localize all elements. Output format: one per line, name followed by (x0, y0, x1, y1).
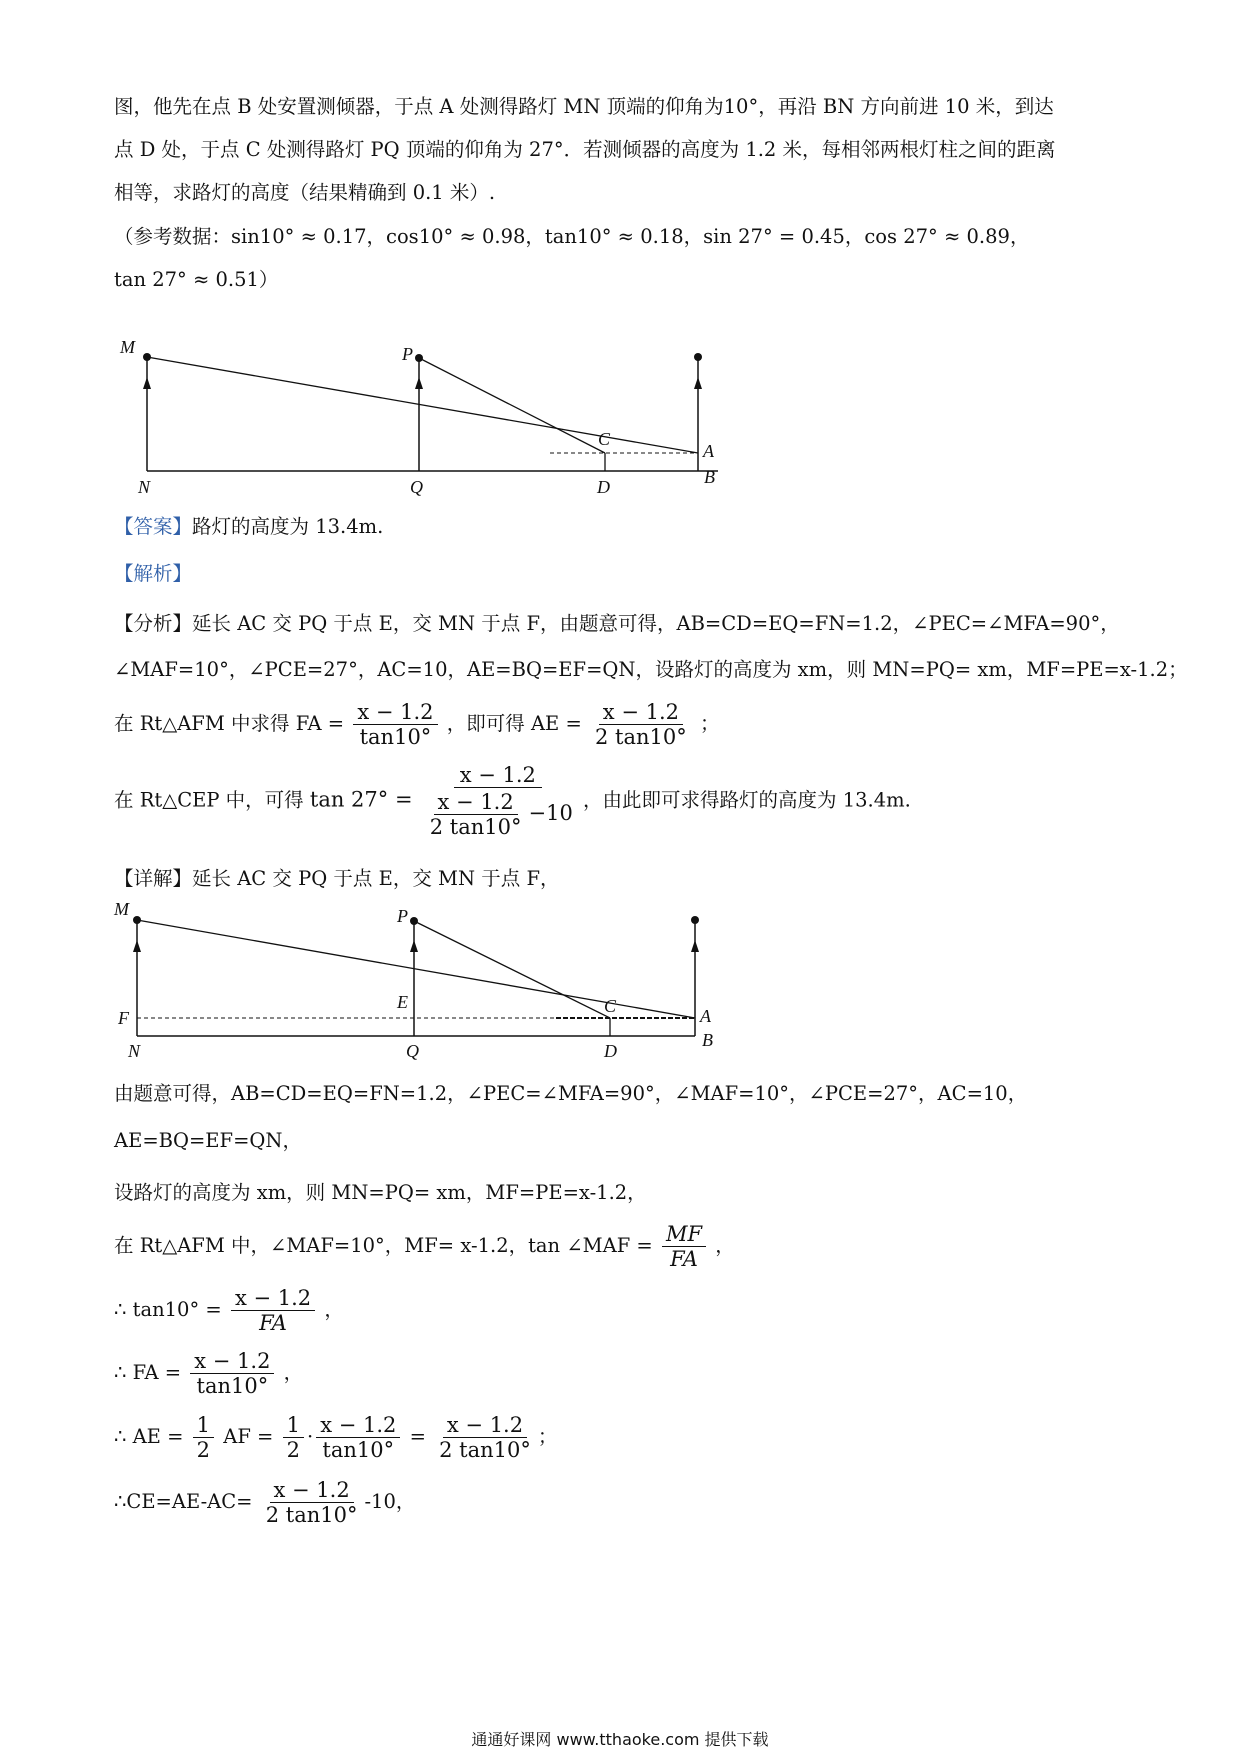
s7-pre: ∴ AE = (114, 1425, 184, 1449)
frac-den: 2 (286, 1438, 300, 1463)
label-b: B (702, 1030, 713, 1050)
s6-pre: ∴ FA = (114, 1361, 182, 1385)
label-d: D (604, 1041, 617, 1061)
analysis-header (114, 559, 192, 589)
label-e: E (397, 992, 408, 1012)
detail-text: 延长 AC 交 PQ 于点 E，交 MN 于点 F， (192, 867, 560, 890)
arrow-mn (143, 377, 151, 389)
solution-line-7 (114, 1413, 557, 1462)
lamp-right (691, 916, 699, 924)
analysis-line-2: ∠MAF=10°，∠PCE=27°，AC=10，AE=BQ=EF=QN，设路灯的高度为 xm，则 MN=PQ= xm，MF=PE=x-1.2； (114, 658, 1188, 681)
frac-num: 1 (193, 1413, 214, 1438)
arrow-pq (410, 940, 418, 952)
arrow-pq (415, 377, 423, 389)
answer-text: 路灯的高度为 13.4m. (192, 515, 384, 538)
arrow-right (694, 377, 702, 389)
sight-line-cp (414, 921, 610, 1018)
s7-end: ； (537, 1425, 558, 1449)
s6-end: ， (283, 1361, 304, 1385)
answer-line (114, 512, 383, 542)
label-q: Q (410, 477, 423, 497)
label-c: C (598, 429, 611, 449)
problem-line-1: 图，他先在点 B 处安置测倾器，于点 A 处测得路灯 MN 顶端的仰角为10°，再沿 BN 方向前进 10 米，到达 (114, 95, 1054, 118)
label-n: N (138, 477, 151, 497)
frac-den: tan10° (196, 1374, 269, 1399)
label-p: P (397, 906, 408, 926)
s4-pre: 在 Rt△AFM 中，∠MAF=10°，MF= x-1.2，tan ∠MAF = (114, 1234, 653, 1258)
label-f: F (118, 1008, 129, 1028)
label-q: Q (406, 1041, 419, 1061)
frac-num: x − 1.2 (270, 1478, 354, 1503)
label-a: A (700, 1006, 711, 1026)
frac-den: tan10° (322, 1438, 395, 1463)
frac-num: 1 (283, 1413, 304, 1438)
frac-den: FA (670, 1247, 698, 1272)
fraction-x-tan10 (316, 1413, 400, 1462)
problem-line-3: 相等，求路灯的高度（结果精确到 0.1 米）. (114, 181, 496, 204)
frac-den: tan10° (359, 725, 432, 750)
analysis-line-3 (114, 700, 719, 749)
analysis-line-1 (114, 609, 1120, 639)
s8-end: -10， (364, 1490, 416, 1514)
frac-den-compound (423, 788, 573, 839)
analysis-text-1: 延长 AC 交 PQ 于点 E，交 MN 于点 F，由题意可得，AB=CD=EQ=FN=1.2，∠PEC=∠MFA=90°， (192, 612, 1120, 635)
frac-den: 2 tan10° (265, 1503, 358, 1528)
label-m: M (120, 337, 135, 357)
label-a: A (703, 441, 714, 461)
fraction-ae (591, 700, 691, 749)
frac-num: x − 1.2 (190, 1349, 274, 1374)
frac-num: MF (662, 1222, 706, 1247)
inner-fraction (426, 790, 526, 839)
analysis-line4-pre: 在 Rt△CEP 中，可得 (114, 788, 304, 812)
analysis-line3-end: ； (699, 712, 720, 736)
fraction-tan27 (423, 763, 573, 839)
frac-den: 2 tan10° (595, 725, 687, 750)
reference-data-line-1: （参考数据：sin10° ≈ 0.17，cos10° ≈ 0.98，tan10° ≈ 0.18，sin 27° = 0.45，cos 27° ≈ 0.89， (114, 225, 1030, 248)
fraction-tan10 (231, 1286, 315, 1335)
label-d: D (597, 477, 610, 497)
analysis-line4-end: ，由此即可求得路灯的高度为 13.4m. (583, 788, 911, 812)
frac-num: x − 1.2 (231, 1286, 315, 1311)
analysis-line-4 (114, 763, 911, 839)
solution-line-3: 设路灯的高度为 xm，则 MN=PQ= xm，MF=PE=x-1.2， (114, 1181, 647, 1204)
frac-den: FA (259, 1311, 287, 1336)
analysis-subtag: 【分析】 (114, 612, 193, 635)
label-b: B (704, 467, 715, 487)
arrow-right (691, 940, 699, 952)
solution-line-6 (114, 1349, 303, 1398)
answer-tag: 【答案】 (114, 515, 193, 538)
label-m: M (114, 899, 129, 919)
analysis-tag: 【解析】 (114, 562, 193, 585)
lamp-right (694, 353, 702, 361)
frac-num: x − 1.2 (353, 700, 437, 725)
footer-watermark: 通通好课网 www.tthaoke.com 提供下载 (471, 1730, 769, 1749)
analysis-line3-pre: 在 Rt△AFM 中求得 FA = (114, 712, 345, 736)
detail-tag: 【详解】 (114, 867, 193, 890)
fraction-half-2 (283, 1413, 304, 1462)
fraction-half (193, 1413, 214, 1462)
s4-end: ， (715, 1234, 735, 1258)
solution-line-5 (114, 1286, 344, 1335)
frac-num: x − 1.2 (316, 1413, 400, 1438)
sight-line-am (147, 357, 698, 453)
fraction-fa (190, 1349, 274, 1398)
frac-num: x − 1.2 (443, 1413, 527, 1438)
s7-eq: = (409, 1425, 426, 1449)
figure-1 (110, 335, 750, 505)
sight-line-cp (419, 358, 605, 453)
frac-num: x − 1.2 (599, 700, 683, 725)
s8-pre: ∴CE=AE-AC= (114, 1490, 253, 1514)
label-n: N (128, 1041, 141, 1061)
fraction-mf-fa (662, 1222, 706, 1271)
frac-den: 2 (196, 1438, 211, 1463)
fraction-ae (435, 1413, 535, 1462)
s5-pre: ∴ tan10° = (114, 1298, 222, 1322)
reference-data-line-2: tan 27° ≈ 0.51） (114, 268, 279, 291)
solution-line-2: AE=BQ=EF=QN， (114, 1129, 302, 1152)
s7-af: AF = (223, 1425, 274, 1449)
inner-den: 2 tan10° (429, 815, 522, 840)
inner-num: x − 1.2 (434, 790, 518, 815)
frac-den: 2 tan10° (439, 1438, 531, 1463)
frac-num: x − 1.2 (454, 763, 542, 788)
solution-line-1: 由题意可得，AB=CD=EQ=FN=1.2，∠PEC=∠MFA=90°，∠MAF=10°，∠PCE=27°，AC=10， (114, 1082, 1028, 1105)
figure-2 (110, 895, 750, 1065)
fraction-fa (353, 700, 437, 749)
solution-line-8 (114, 1478, 415, 1527)
solution-line-4 (114, 1222, 735, 1271)
detail-line-1 (114, 864, 560, 894)
s5-end: ， (324, 1298, 344, 1322)
s7-dot: · (306, 1425, 314, 1449)
label-p: P (402, 344, 413, 364)
arrow-mn (133, 940, 141, 952)
label-c: C (604, 996, 617, 1016)
fraction-ce (262, 1478, 362, 1527)
analysis-line3-mid: ，即可得 AE = (446, 712, 582, 736)
tan27-eq: tan 27° = (309, 787, 413, 812)
problem-line-2: 点 D 处，于点 C 处测得路灯 PQ 顶端的仰角为 27°．若测倾器的高度为 1.2 米，每相邻两根灯柱之间的距离 (114, 138, 1056, 161)
minus-ten: −10 (528, 801, 573, 826)
